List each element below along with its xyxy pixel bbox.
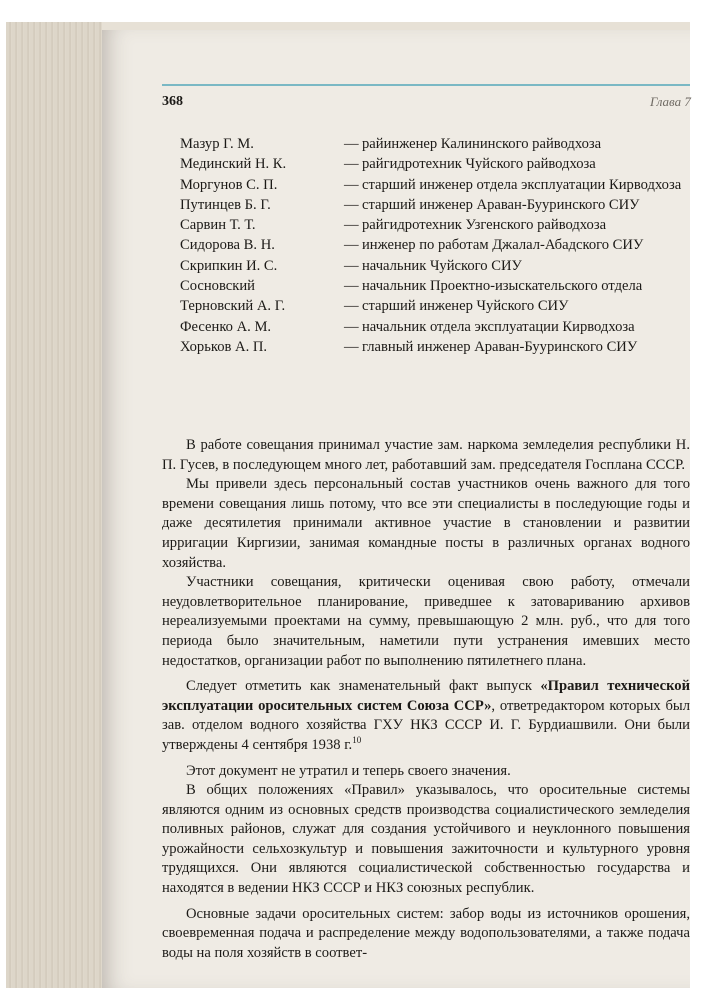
staff-role: начальник Проектно-изыскательского отдела — [362, 278, 643, 295]
staff-name: Сидорова В. Н. — [180, 237, 275, 254]
page-number: 368 — [162, 94, 183, 109]
staff-row — [180, 276, 688, 296]
staff-dash: — — [344, 176, 359, 193]
footnote-reference: 10 — [352, 735, 362, 746]
staff-role: начальник Чуйского СИУ — [362, 257, 522, 274]
staff-name: Сосновский — [180, 278, 255, 295]
staff-name: Скрипкин И. С. — [180, 257, 278, 274]
staff-dash: — — [344, 278, 359, 295]
staff-name: Сарвин Т. Т. — [180, 217, 256, 234]
staff-role: старший инженер отдела эксплуатации Кирводхоза — [362, 176, 682, 193]
paragraph: Участники совещания, критически оценивая свою работу, отмечали неудовлетворительное планирование, приведшее к затовариванию архивов нереализуемыми проектами на сумму, превышающую 2 млн. руб., что для того периода было значительным, наметили пути устранения имевших место недостатков, организации работ по выполнению пятилетнего плана. — [162, 574, 690, 669]
paragraph: Мы привели здесь персональный состав участников очень важного для того времени совещания лишь потому, что все эти специалисты в последующие годы и даже десятилетия принимали активное участие в становлении и развитии ирригации Киргизии, занимая командные посты в различных органах водного хозяйства. — [162, 476, 690, 571]
staff-dash: — — [344, 298, 359, 315]
staff-role: старший инженер Араван-Бууринского СИУ — [362, 196, 640, 213]
staff-list — [180, 134, 688, 357]
staff-dash: — — [344, 217, 359, 234]
staff-role: старший инженер Чуйского СИУ — [362, 298, 569, 315]
header-rule — [162, 84, 690, 86]
staff-role: главный инженер Араван-Бууринского СИУ — [362, 338, 638, 355]
staff-role: райгидротехник Чуйского райводхоза — [362, 156, 596, 173]
staff-name: Фесенко А. М. — [180, 318, 272, 335]
staff-row — [180, 215, 688, 235]
staff-row — [180, 296, 688, 316]
rules-title: «Правил технической эксплуатации оросительных систем Союза ССР» — [162, 678, 690, 714]
staff-dash: — — [344, 257, 359, 274]
page-stack-edge — [6, 22, 102, 988]
staff-dash: — — [344, 156, 359, 173]
staff-dash: — — [344, 196, 359, 213]
paragraph: В общих положениях «Правил» указывалось, что оросительные системы являются одним из основных средств производства социалистического земледелия поливных районов, служат для создания устойчивого и неуклонного повышения урожайности сельхозкультур и повышения зажиточности и культурного уровня трудящихся. Они являются социалистической собственностью государства и находятся в ведении НКЗ СССР и НКЗ союзных республик. — [162, 782, 690, 897]
staff-role: начальник отдела эксплуатации Кирводхоза — [362, 318, 635, 335]
paragraph: Основные задачи оросительных систем: забор воды из источников орошения, своевременная подача и распределение между водопользователями, а также подача воды на поля хозяйств в соответ- — [162, 905, 690, 961]
staff-name: Моргунов С. П. — [180, 176, 278, 193]
paragraph: Этот документ не утратил и теперь своего значения. — [186, 762, 511, 779]
paragraph-text: , ответредактором которых был зав. отделом водного хозяйства ГХУ НКЗ СССР И. Г. Бурдиашвили. Они были утверждены 4 сентября 1938 г. — [162, 697, 690, 753]
paragraph — [162, 677, 690, 755]
paragraph-text: Следует отметить как знаменательный факт выпуск — [186, 678, 541, 695]
staff-row — [180, 175, 688, 195]
staff-role: райгидротехник Узгенского райводхоза — [362, 217, 607, 234]
staff-dash: — — [344, 136, 359, 152]
staff-row — [180, 195, 688, 215]
paragraph: В работе совещания принимал участие зам. наркома земледелия республики Н. П. Гусев, в последующем много лет, работавший зам. председателя Госплана СССР. — [162, 437, 690, 473]
staff-dash: — — [344, 318, 359, 335]
staff-role: райинженер Калининского райводхоза — [362, 136, 602, 152]
body-text — [162, 436, 690, 963]
staff-name: Путинцев Б. Г. — [180, 196, 271, 213]
staff-dash: — — [344, 338, 359, 355]
staff-row — [180, 256, 688, 276]
staff-row — [180, 317, 688, 337]
staff-row — [180, 235, 688, 255]
staff-row — [180, 154, 688, 174]
staff-name: Мазур Г. М. — [180, 136, 254, 152]
staff-name: Мединский Н. К. — [180, 156, 287, 173]
running-head: Глава 7 — [650, 94, 691, 109]
book-page — [102, 30, 690, 988]
staff-row — [180, 337, 688, 357]
staff-dash: — — [344, 237, 359, 254]
staff-name: Терновский А. Г. — [180, 298, 286, 315]
staff-row — [180, 134, 688, 154]
staff-name: Хорьков А. П. — [180, 338, 268, 355]
scanned-book-spread — [6, 22, 690, 988]
staff-role: инженер по работам Джалал-Абадского СИУ — [362, 237, 644, 254]
